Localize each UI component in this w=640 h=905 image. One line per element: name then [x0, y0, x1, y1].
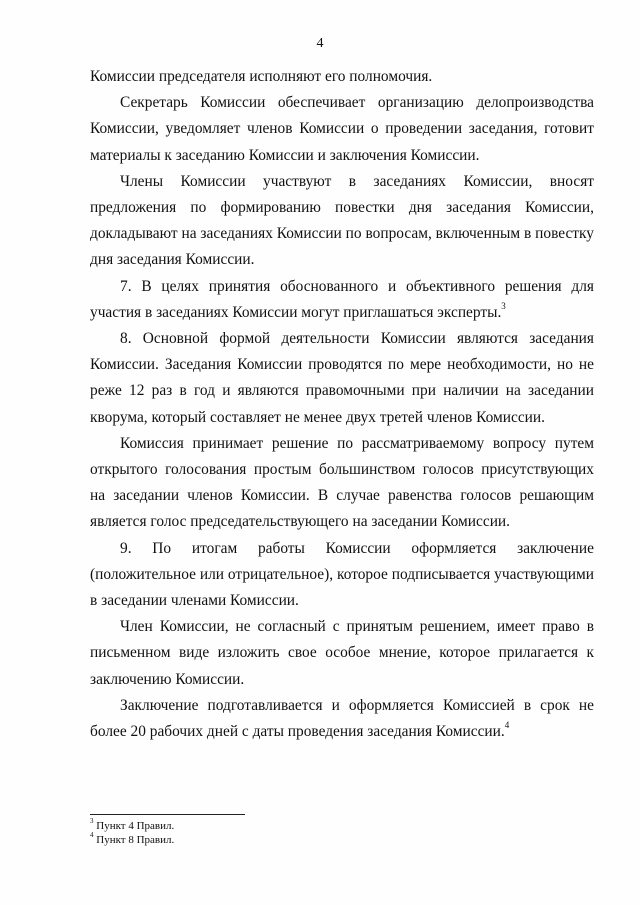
page-number: 4: [316, 36, 324, 51]
footnote-text: Пункт 4 Правил.: [96, 820, 175, 832]
footnote-text: Пункт 8 Правил.: [96, 833, 175, 846]
footnote-ref-4[interactable]: 4: [504, 719, 510, 730]
paragraph-chair-powers: Комиссии председателя исполняют его полномочия.: [90, 68, 433, 85]
paragraph-item-9-conclusion: 9. По итогам работы Комиссии оформляется заключение (положительное или отрицательное), которое подписывается участвующими в заседании членами Комиссии.: [90, 539, 594, 610]
paragraph-dissenting-opinion: Член Комиссии, не согласный с принятым решением, имеет право в письменном виде изложить свое особое мнение, которое прилагается к заключению Комиссии.: [90, 618, 594, 688]
paragraph-item-7-experts: 7. В целях принятия обоснованного и объективного решения для участия в заседаниях Комиссии могут приглашаться эксперты.$^3$: [90, 277, 594, 321]
paragraph-voting: Комиссия принимает решение по рассматриваемому вопросу путем открытого голосования простым большинством голосов присутствующих на заседании членов Комиссии. В случае равенства голосов решающим является голос председательствующего на заседании Комиссии.: [90, 434, 594, 531]
paragraph-secretary: Секретарь Комиссии обеспечивает организацию делопроизводства Комиссии, уведомляет членов Комиссии о проведении заседания, готовит материалы к заседанию Комиссии и заключения Комиссии.: [90, 94, 594, 164]
footnote-3: [90, 817, 490, 834]
footnote-ref-3[interactable]: 3: [501, 300, 506, 311]
document-body: [90, 64, 594, 745]
paragraph-item-8-meetings: 8. Основной формой деятельности Комиссии являются заседания Комиссии. Заседания Комиссии проводятся по мере необходимости, но не реже 12 раз в год и являются правомочными при наличии на заседании кворума, который составляет не менее двух третей членов Комиссии.: [90, 330, 594, 426]
footnote-4: [90, 830, 490, 848]
paragraph-conclusion-deadline: Заключение подготавливается и оформляется Комиссией в срок не более 20 рабочих дней с даты проведения заседания Комиссии.$^4$: [90, 696, 594, 741]
footnote-separator: [90, 814, 245, 815]
footnote-marker: 4: [90, 830, 94, 839]
paragraph-members: Члены Комиссии участвуют в заседаниях Комиссии, вносят предложения по формированию повестки дня заседания Комиссии, докладывают на заседаниях Комиссии по вопросам, включенным в повестку дня заседания Комиссии.: [90, 172, 594, 269]
footnote-marker: 3: [90, 817, 94, 826]
footnotes: [90, 817, 490, 847]
